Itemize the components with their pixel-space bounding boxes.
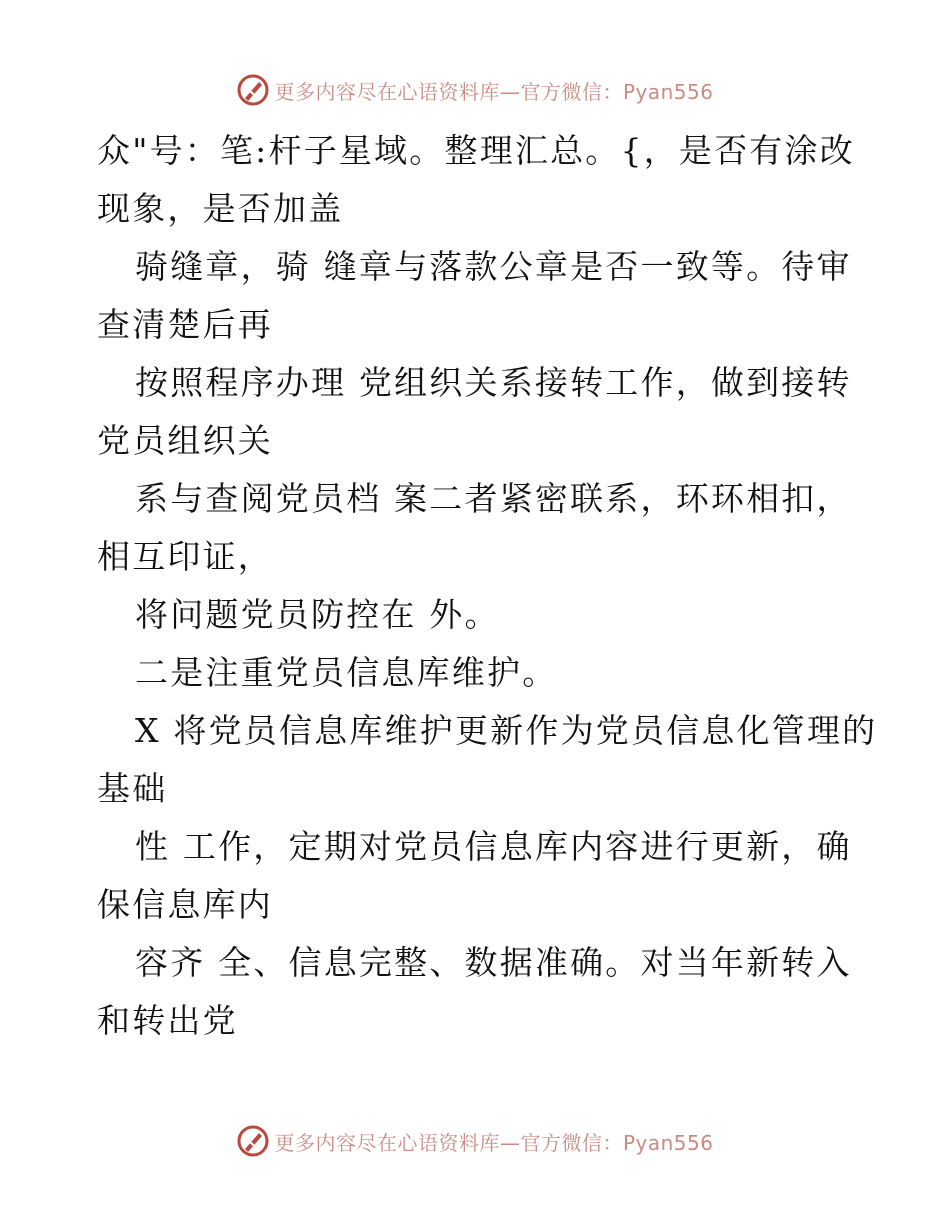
text-line: 骑缝章，骑 缝章与落款公章是否一致等。待审 — [135, 247, 852, 286]
text-line: 查清楚后再 — [97, 305, 273, 344]
watermark-text: 更多内容尽在心语资料库—官方微信：Pyan556 — [274, 79, 714, 104]
text-line: 二是注重党员信息库维护。 — [135, 653, 558, 692]
watermark-text: 更多内容尽在心语资料库—官方微信：Pyan556 — [274, 1130, 714, 1155]
text-line: 系与查阅党员档 案二者紧密联系，环环相扣， — [135, 479, 852, 518]
text-line: 性 工作，定期对党员信息库内容进行更新，确 — [135, 827, 852, 866]
text-line: 和转出党 — [97, 1001, 238, 1040]
text-line: 众"号：笔:杆子星域。整理汇总。{，是否有涂改 — [97, 131, 855, 170]
text-line: 保信息库内 — [97, 885, 273, 924]
text-line: 相互印证， — [97, 537, 273, 576]
text-line: 现象，是否加盖 — [97, 189, 344, 228]
seal-pen-icon — [236, 1124, 270, 1158]
text-line: 按照程序办理 党组织关系接转工作，做到接转 — [135, 363, 852, 402]
text-line: 基础 — [97, 769, 168, 808]
footer-watermark — [0, 1121, 950, 1161]
header-watermark — [0, 70, 950, 110]
text-line: 党员组织关 — [97, 421, 273, 460]
text-line: 容齐 全、信息完整、数据准确。对当年新转入 — [135, 943, 852, 982]
text-line: 将问题党员防控在 外。 — [135, 595, 500, 634]
seal-pen-icon — [236, 73, 270, 107]
document-body — [97, 122, 878, 1050]
text-line: X 将党员信息库维护更新作为党员信息化管理的 — [135, 711, 878, 750]
